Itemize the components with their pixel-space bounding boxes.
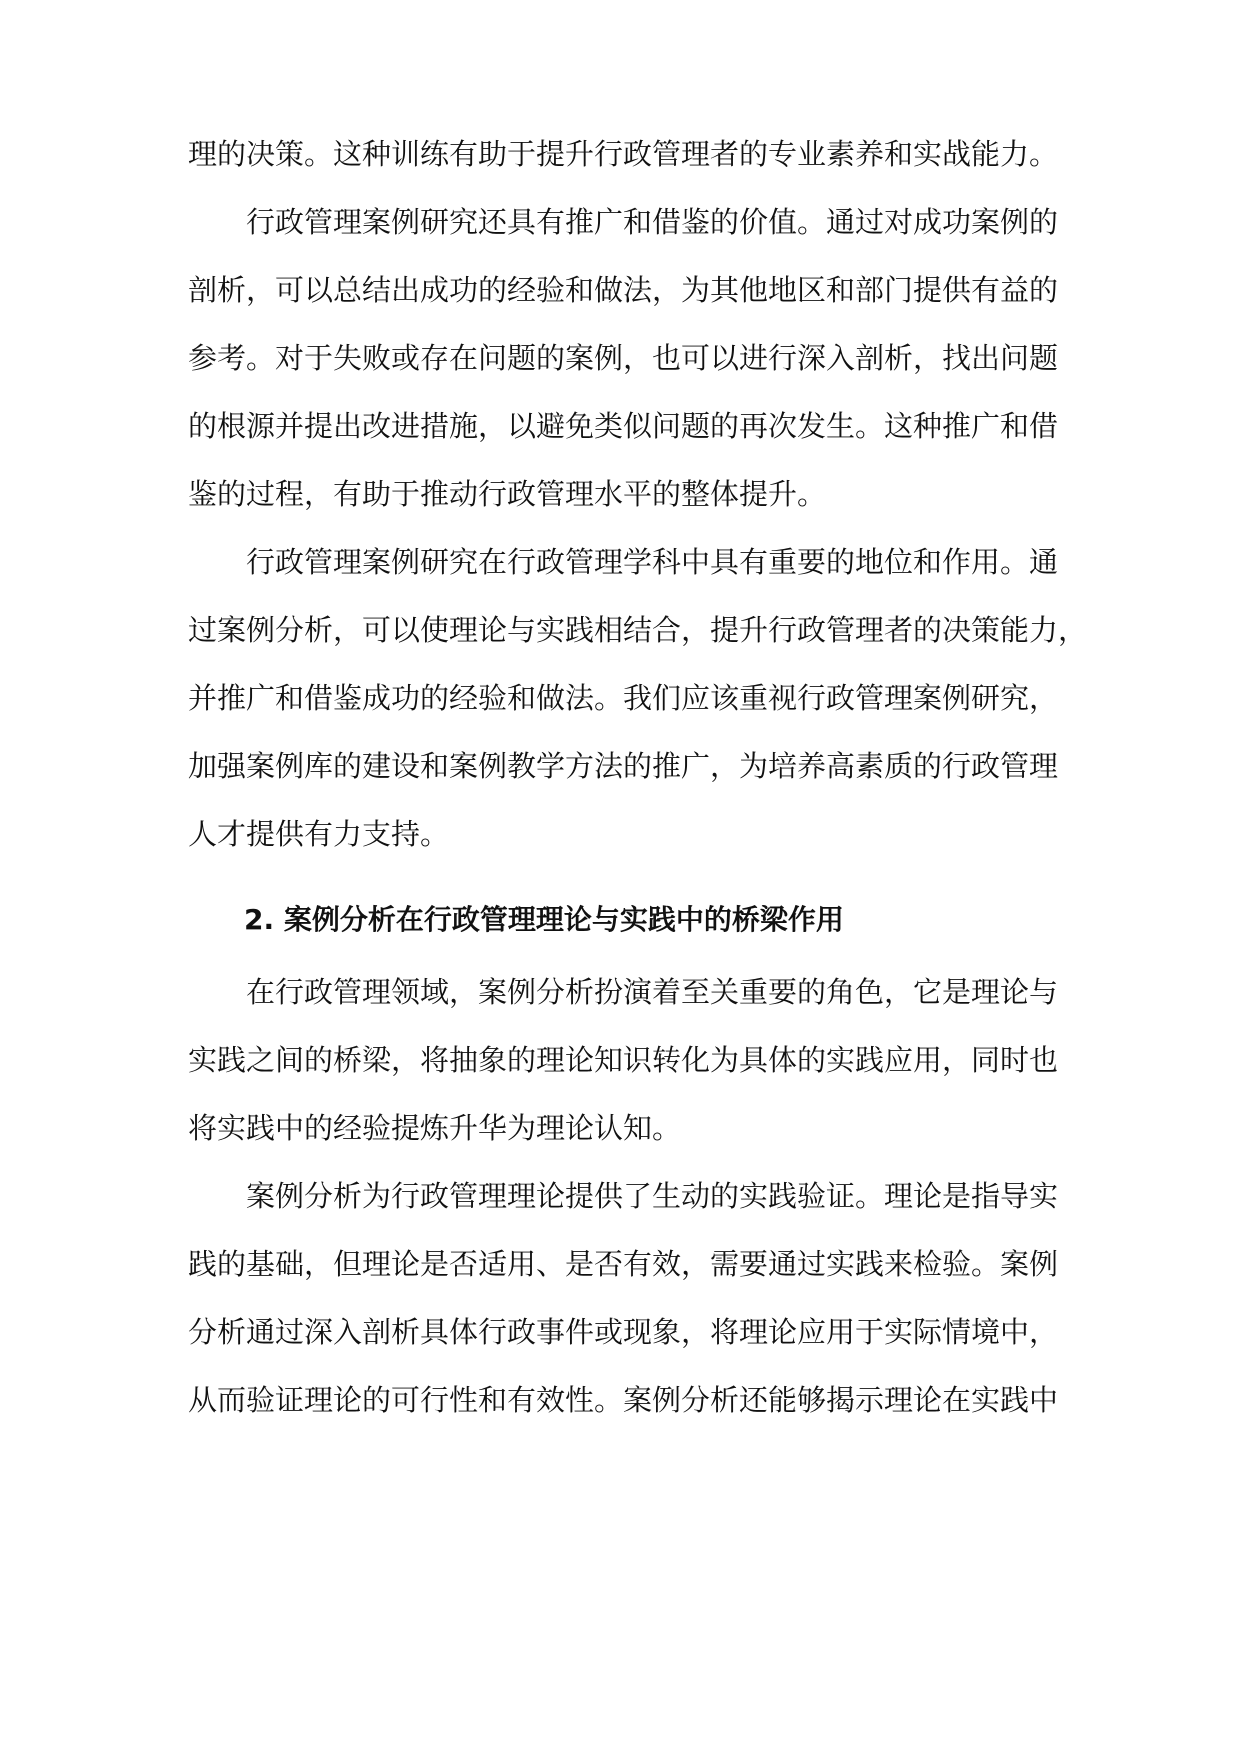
text-line: 人才提供有力支持。	[188, 817, 450, 851]
text-line: 加强案例库的建设和案例教学方法的推广，为培养高素质的行政管理	[188, 749, 1059, 783]
section-heading: 2. 案例分析在行政管理理论与实践中的桥梁作用	[244, 903, 844, 936]
text-line: 鉴的过程，有助于推动行政管理水平的整体提升。	[188, 477, 827, 511]
text-line: 践的基础，但理论是否适用、是否有效，需要通过实践来检验。案例	[188, 1247, 1059, 1281]
paragraph-first-line: 行政管理案例研究还具有推广和借鉴的价值。通过对成功案例的	[246, 205, 1059, 239]
paragraph-first-line: 行政管理案例研究在行政管理学科中具有重要的地位和作用。通	[246, 545, 1059, 579]
text-line: 实践之间的桥梁，将抽象的理论知识转化为具体的实践应用，同时也	[188, 1043, 1059, 1077]
paragraph-first-line: 案例分析为行政管理理论提供了生动的实践验证。理论是指导实	[246, 1179, 1059, 1213]
text-line: 将实践中的经验提炼升华为理论认知。	[188, 1111, 682, 1145]
text-line: 过案例分析，可以使理论与实践相结合，提升行政管理者的决策能力，	[188, 613, 1088, 647]
text-line: 剖析，可以总结出成功的经验和做法，为其他地区和部门提供有益的	[188, 273, 1059, 307]
text-line: 参考。对于失败或存在问题的案例，也可以进行深入剖析，找出问题	[188, 341, 1059, 375]
text-line: 的根源并提出改进措施，以避免类似问题的再次发生。这种推广和借	[188, 409, 1059, 443]
text-line: 理的决策。这种训练有助于提升行政管理者的专业素养和实战能力。	[188, 137, 1059, 171]
paragraph-first-line: 在行政管理领域，案例分析扮演着至关重要的角色，它是理论与	[246, 975, 1059, 1009]
text-line: 分析通过深入剖析具体行政事件或现象，将理论应用于实际情境中，	[188, 1315, 1059, 1349]
text-line: 并推广和借鉴成功的经验和做法。我们应该重视行政管理案例研究，	[188, 681, 1059, 715]
text-line: 从而验证理论的可行性和有效性。案例分析还能够揭示理论在实践中	[188, 1383, 1059, 1417]
